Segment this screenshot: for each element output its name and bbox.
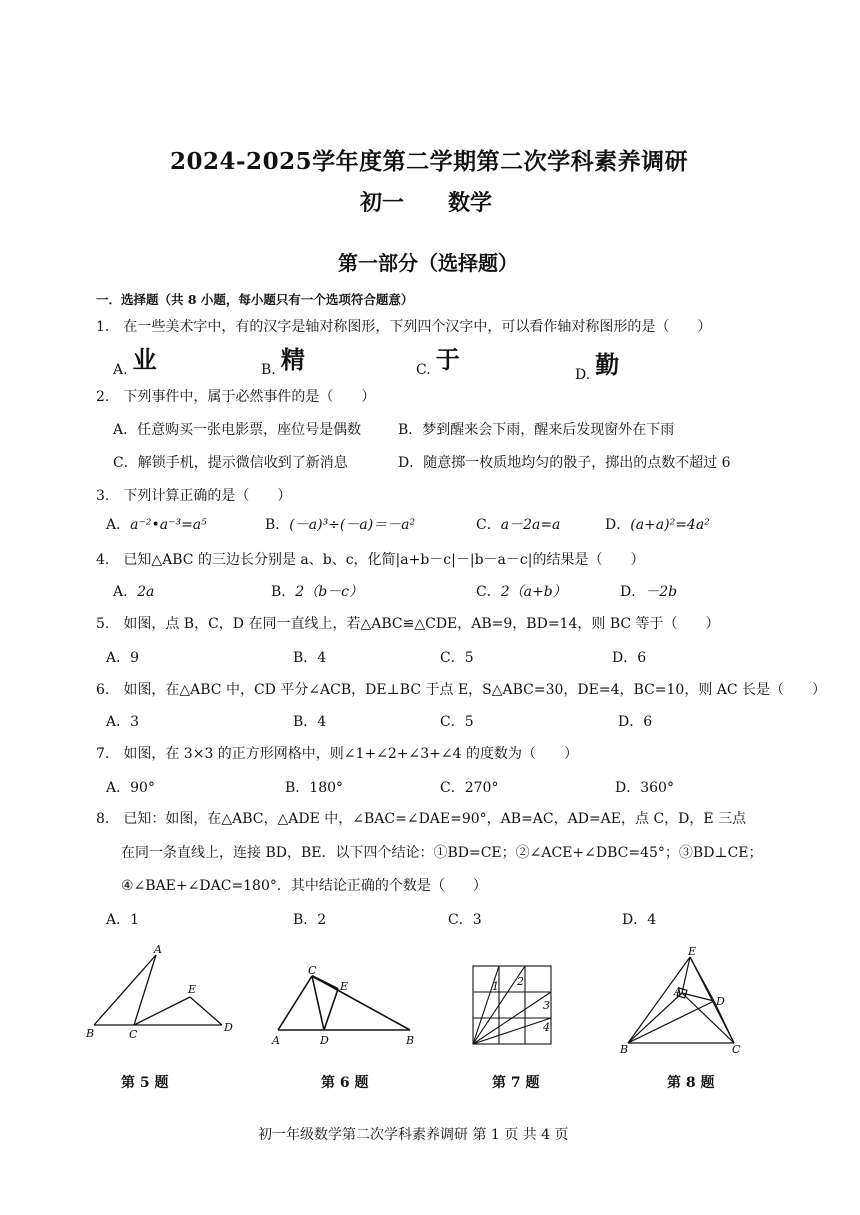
option-key: C． [440,650,465,666]
option-key: A． [106,780,131,796]
q4-option-b [271,581,363,601]
exam-title: 2024-2025学年度第二学期第二次学科素养调研 [170,148,689,175]
option-text: 2a [137,584,155,600]
option-text: 360° [640,780,674,796]
option-key: A. [113,362,128,378]
option-text: (－a)³÷(－a)＝－a² [289,517,416,533]
option-text: 勤 [595,351,620,379]
question-1-stem: 1. 在一些美术字中，有的汉字是轴对称图形，下列四个汉字中，可以看作轴对称图形的是（ ） [96,319,712,335]
label-1: 1 [492,980,499,993]
label-b: B [86,1027,95,1040]
option-key: C． [476,584,501,600]
figure-8-caption: 第 8 题 [667,1075,715,1091]
option-text: (a+a)²=4a² [630,517,710,533]
option-text: 2（b－c） [295,584,364,600]
option-key: B． [293,714,318,730]
question-2-stem: 2. 下列事件中，属于必然事件的是（ ） [96,389,376,405]
option-key: B. [261,362,276,378]
q2-option-a [113,419,361,439]
option-key: C． [448,912,473,928]
label-d: D [320,1034,329,1047]
q5-option-d [612,647,646,667]
option-key: D. [575,367,591,383]
label-a: A [154,945,162,956]
option-text: 2（a+b） [500,584,567,600]
option-key: C． [440,714,465,730]
label-a: A [674,985,682,998]
label-e: E [340,980,349,993]
question-7-stem: 7. 如图，在 3×3 的正方形网格中，则∠1+∠2+∠3+∠4 的度数为（ ） [96,746,578,762]
q5-option-a [106,647,139,667]
figure-6-caption: 第 6 题 [321,1075,369,1091]
option-text: 解锁手机，提示微信收到了新消息 [137,455,348,471]
q7-option-a [106,777,155,797]
q7-option-b [285,777,343,797]
option-text: 6 [637,650,647,666]
option-key: A． [106,650,131,666]
figure-6-diagram [268,962,428,1052]
option-text: 于 [435,346,460,374]
label-4: 4 [543,1021,550,1034]
q4-option-a [113,581,154,601]
q7-option-c [440,777,498,797]
option-text: 5 [464,650,474,666]
label-b: B [406,1034,415,1047]
question-5-stem: 5. 如图，点 B，C，D 在同一直线上，若△ABC≌△CDE，AB=9，BD=14，则 BC 等于（ ） [96,616,720,632]
option-text: 4 [317,714,327,730]
q4-option-d [620,581,677,601]
option-key: C. [416,362,431,378]
option-text: 任意购买一张电影票，座位号是偶数 [137,422,362,438]
q7-option-d [615,777,674,797]
option-key: A． [106,714,131,730]
option-key: B． [293,912,318,928]
section-heading: 一．选择题（共 8 小题，每小题只有一个选项符合题意） [96,292,414,307]
q1-option-a [113,340,157,378]
q6-option-a [106,711,139,731]
question-8-stem-line3: ④∠BAE+∠DAC=180°．其中结论正确的个数是（ ） [121,878,487,894]
option-key: A． [106,517,131,533]
option-text: 3 [472,912,482,928]
label-2: 2 [517,975,524,988]
option-text: a－2a=a [500,517,561,533]
q8-option-c [448,909,482,929]
page-footer: 初一年级数学第二次学科素养调研 第 1 页 共 4 页 [258,1127,569,1143]
option-text: 业 [132,346,157,374]
q3-option-a [106,514,207,534]
q6-option-c [440,711,474,731]
label-c: C [732,1043,741,1056]
option-key: C． [476,517,501,533]
option-key: D． [398,455,424,471]
option-key: D． [615,780,641,796]
label-e: E [188,983,197,996]
option-key: B． [293,650,318,666]
question-8-stem-line2: 在同一条直线上，连接 BD，BE．以下四个结论：①BD=CE；②∠ACE+∠DBC=45°；③BD⊥CE； [121,845,763,861]
option-text: 随意掷一枚质地均匀的骰子，掷出的点数不超过 6 [423,455,731,471]
option-text: 9 [130,650,140,666]
q6-option-b [293,711,326,731]
option-key: C． [440,780,465,796]
option-text: 4 [647,912,657,928]
option-key: D． [605,517,631,533]
option-key: D． [622,912,648,928]
label-b: B [620,1043,629,1056]
label-d: D [224,1021,233,1034]
q8-option-d [622,909,656,929]
option-text: a⁻²•a⁻³=a⁵ [130,517,207,533]
figure-5-diagram [84,945,244,1045]
option-text: 180° [309,780,344,796]
label-e: E [688,945,697,958]
q1-option-d [575,345,619,383]
q3-option-c [476,514,560,534]
label-c: C [308,964,317,977]
option-key: A． [113,422,138,438]
option-text: 5 [464,714,474,730]
subject-title: 初一 数学 [360,190,493,216]
figure-5-caption: 第 5 题 [121,1075,169,1091]
option-text: 90° [130,780,155,796]
figure-7-caption: 第 7 题 [492,1075,540,1091]
option-key: A． [106,912,131,928]
option-key: C． [113,455,138,471]
option-key: D． [612,650,638,666]
question-8-stem: 8. 已知：如图，在△ABC，△ADE 中，∠BAC=∠DAE=90°，AB=AC，AD=AE，点 C，D，E 三点 [96,811,747,827]
q3-option-b [265,514,415,534]
option-text: 4 [317,650,327,666]
figure-7-grid [470,963,554,1047]
option-key: D． [618,714,644,730]
option-text: 270° [464,780,499,796]
option-key: B． [271,584,296,600]
q3-option-d [605,514,710,534]
option-text: 6 [643,714,653,730]
question-3-stem: 3. 下列计算正确的是（ ） [96,488,292,504]
option-text: 2 [317,912,327,928]
part-title: 第一部分（选择题） [338,251,518,275]
option-key: B． [265,517,290,533]
q8-option-a [106,909,139,929]
q2-option-d [398,452,731,472]
q4-option-c [476,581,567,601]
option-text: 3 [130,714,140,730]
question-4-stem: 4. 已知△ABC 的三边长分别是 a、b、c，化简|a+b－c|－|b－a－c|的结果是（ ） [96,552,645,568]
option-text: 1 [130,912,140,928]
option-text: 精 [280,346,305,374]
question-6-stem: 6. 如图，在△ABC 中，CD 平分∠ACB，DE⊥BC 于点 E，S△ABC=30，DE=4，BC=10，则 AC 长是（ ） [96,682,827,698]
q5-option-b [293,647,326,667]
option-key: B． [285,780,310,796]
q5-option-c [440,647,474,667]
q6-option-d [618,711,652,731]
label-a: A [272,1034,280,1047]
label-3: 3 [543,999,550,1012]
q1-option-b [261,340,305,378]
figure-8-diagram [616,945,756,1057]
q2-option-b [398,419,674,439]
label-c: C [129,1028,138,1041]
option-key: B． [398,422,423,438]
q2-option-c [113,452,348,472]
q8-option-b [293,909,326,929]
label-d: D [716,995,725,1008]
option-text: －2b [645,584,678,600]
option-text: 梦到醒来会下雨，醒来后发现窗外在下雨 [422,422,675,438]
option-key: A． [113,584,138,600]
q1-option-c [416,340,460,378]
option-key: D． [620,584,646,600]
